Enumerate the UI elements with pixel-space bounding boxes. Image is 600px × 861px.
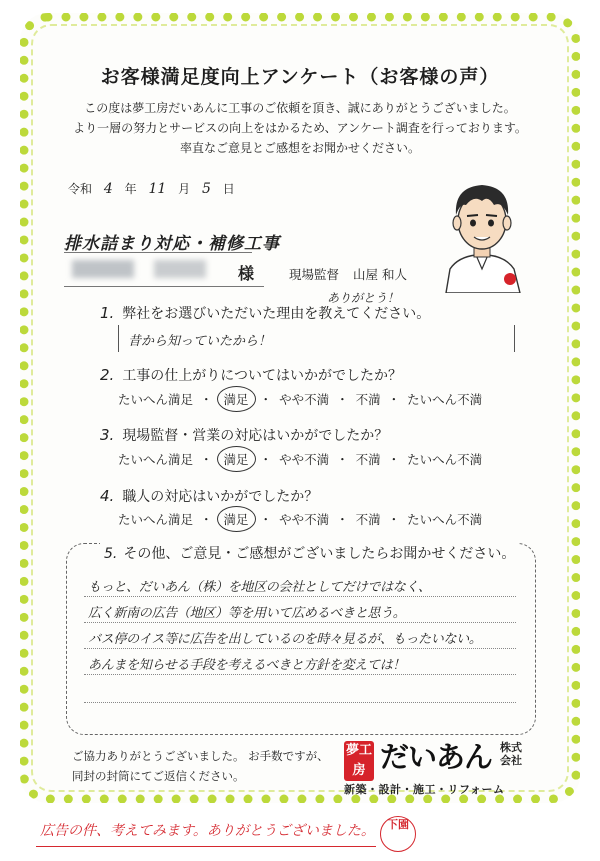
date-era: 令和 [68,182,93,196]
intro-line: より一層の努力とサービスの向上をはかるため、アンケート調査を行っております。 [73,121,527,135]
customer-honorific: 様 [238,264,255,283]
date-day: 5 [201,181,211,197]
option-satisfied-circled: 満足 [220,390,253,408]
question-number: 1. [100,304,115,322]
question-text: 現場監督・営業の対応はいかがでしたか？ [122,428,389,444]
question-number: 2. [100,366,115,384]
question-text: 職人の対応はいかがでしたか？ [122,489,319,505]
option-somewhat-dissatisfied: やや不満 [279,452,330,467]
option-satisfied-circled: 満足 [220,450,253,468]
logo-tagline: 新築・設計・施工・リフォーム [344,783,505,796]
survey-date [68,180,235,197]
question-number: 4. [100,487,115,505]
work-type-underline [64,252,252,253]
logo-mark: 夢工房 [344,741,374,781]
supervisor-avatar-illustration [436,165,528,293]
ruled-line [84,596,516,597]
date-month: 11 [148,181,167,197]
question-4-options: たいへん満足 ・ 満足 ・ やや不満 ・ 不満 ・ たいへん不満 [118,512,483,527]
answer-5-line: あんまを知らせる手段を考えるべきと方針を変えては！ [88,658,406,673]
question-5 [100,543,519,563]
supervisor-label: 現場監督 [289,267,340,282]
intro-line: 率直なご意見とご感想をお聞かせください。 [179,141,420,155]
redaction-block [154,260,206,278]
intro-text [0,98,600,158]
option-very-dissatisfied: たいへん不満 [407,392,483,407]
option-dissatisfied: 不満 [355,392,381,407]
reply-handwritten-note: 広告の件、考えてみます。ありがとうございました。 [40,823,375,839]
option-very-dissatisfied: たいへん不満 [407,512,483,527]
date-year: 4 [103,181,113,197]
ruled-line [84,702,516,703]
company-logo [344,735,532,797]
footer-line: ご協力ありがとうございました。 お手数ですが、 [72,749,329,763]
question-2-options: たいへん満足 ・ 満足 ・ やや不満 ・ 不満 ・ たいへん不満 [118,392,483,407]
supervisor-name: 山屋 和人 [353,267,407,282]
question-number: 5. [104,546,118,562]
footer-line: 同封の封筒にてご返信ください。 [72,769,245,783]
option-very-satisfied: たいへん満足 [118,512,194,527]
question-3-options: たいへん満足 ・ 満足 ・ やや不満 ・ 不満 ・ たいへん不満 [118,452,483,467]
redaction-block [72,260,134,278]
ruled-line [84,622,516,623]
question-1 [100,303,430,323]
question-4 [100,486,318,506]
option-satisfied-circled: 満足 [220,510,253,528]
survey-title: お客様満足度向上アンケート（お客様の声） [100,66,500,88]
work-type-handwritten: 排水詰まり対応・補修工事 [64,234,280,254]
question-number: 3. [100,426,115,444]
logo-brand: だいあん [380,740,493,774]
answer-5-line: もっと、だいあん（株）を地区の会社としてだけではなく、 [88,580,431,595]
option-somewhat-dissatisfied: やや不満 [279,392,330,407]
option-very-satisfied: たいへん満足 [118,392,194,407]
reply-signature-stamp: 下園 [380,816,416,852]
ruled-line [84,674,516,675]
question-text: 弊社をお選びいただいた理由を教えてください。 [122,306,431,322]
date-year-unit: 年 [124,182,137,196]
reply-underline [36,846,376,847]
site-supervisor [289,265,407,283]
customer-name-underline [64,286,264,287]
supervisor-handwritten-note: ありがとう！ [327,291,400,305]
question-text: その他、ご意見・ご感想がございましたらお聞かせください。 [123,546,516,562]
question-3 [100,425,388,445]
date-day-unit: 日 [222,182,235,196]
logo-corp: 株式会社 [500,741,522,767]
option-very-satisfied: たいへん満足 [118,452,194,467]
question-2 [100,365,402,385]
option-very-dissatisfied: たいへん不満 [407,452,483,467]
intro-line: この度は夢工房だいあんに工事のご依頼を頂き、誠にありがとうございました。 [84,101,516,115]
customer-name-redacted [72,258,217,280]
date-month-unit: 月 [178,182,191,196]
answer-5-line: 広く新南の広告（地区）等を用いて広めるべきと思う。 [88,606,406,621]
question-text: 工事の仕上がりについてはいかがでしたか？ [122,368,403,384]
footer-message [72,746,329,786]
answer-1-handwritten: 昔から知っていたから！ [128,334,272,349]
option-somewhat-dissatisfied: やや不満 [279,512,330,527]
option-dissatisfied: 不満 [355,512,381,527]
answer-5-line: バス停のイス等に広告を出しているのを時々見るが、もったいない。 [88,632,482,647]
option-dissatisfied: 不満 [355,452,381,467]
ruled-line [84,648,516,649]
